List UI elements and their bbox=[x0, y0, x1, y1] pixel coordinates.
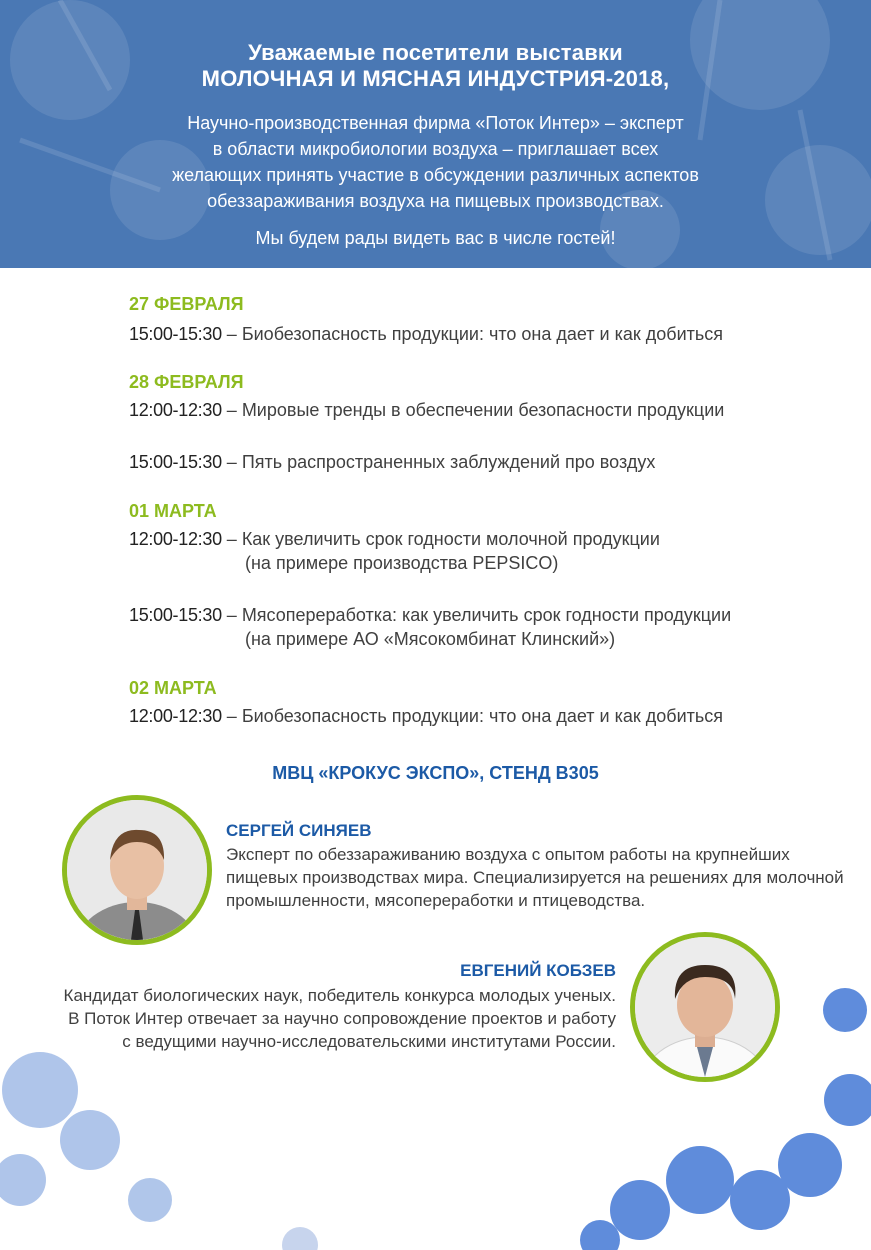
title-line-2: МОЛОЧНАЯ И МЯСНАЯ ИНДУСТРИЯ-2018, bbox=[201, 66, 670, 91]
invitation-intro bbox=[120, 110, 751, 214]
speaker-2-bio bbox=[64, 984, 616, 1053]
talk-note: (на примере АО «Мясокомбинат Клинский») bbox=[245, 629, 616, 649]
speaker-1-avatar bbox=[62, 795, 212, 945]
talk-title: Биобезопасность продукции: что она дает и как добиться bbox=[241, 324, 724, 344]
bio-line: пищевых производствах мира. Специализируется на решениях для молочной bbox=[226, 868, 844, 887]
intro-line: Научно-производственная фирма «Поток Интер» – эксперт bbox=[187, 113, 684, 133]
talk-dash: – bbox=[221, 605, 242, 625]
person-icon bbox=[635, 937, 775, 1077]
bio-line: с ведущими научно-исследовательскими институтами России. bbox=[122, 1032, 616, 1051]
intro-line: в области микробиологии воздуха – приглашает всех bbox=[212, 139, 659, 159]
talk-time: 12:00-12:30 bbox=[129, 400, 222, 420]
day-heading: 02 МАРТА bbox=[129, 678, 217, 698]
day-heading: 27 ФЕВРАЛЯ bbox=[129, 294, 244, 314]
speaker-1-name: СЕРГЕЙ СИНЯЕВ bbox=[226, 821, 372, 840]
person-icon bbox=[67, 800, 207, 940]
header-banner bbox=[0, 0, 871, 268]
schedule-item bbox=[129, 398, 724, 422]
talk-time: 15:00-15:30 bbox=[129, 605, 222, 625]
speaker-2-avatar bbox=[630, 932, 780, 1082]
schedule-item bbox=[129, 603, 732, 649]
talk-title: Пять распространенных заблуждений про воздух bbox=[241, 452, 656, 472]
intro-line: желающих принять участие в обсуждении различных аспектов bbox=[172, 165, 699, 185]
talk-title: Мировые тренды в обеспечении безопасности продукции bbox=[241, 400, 725, 420]
invitation-title bbox=[0, 40, 871, 92]
schedule-item bbox=[129, 704, 723, 728]
talk-title: Мясопереработка: как увеличить срок годности продукции bbox=[241, 605, 732, 625]
talk-time: 12:00-12:30 bbox=[129, 529, 222, 549]
talk-dash: – bbox=[221, 400, 242, 420]
talk-time: 15:00-15:30 bbox=[129, 452, 222, 472]
talk-time: 12:00-12:30 bbox=[129, 706, 222, 726]
day-heading: 28 ФЕВРАЛЯ bbox=[129, 372, 244, 392]
talk-time: 15:00-15:30 bbox=[129, 324, 222, 344]
talk-title: Биобезопасность продукции: что она дает и как добиться bbox=[241, 706, 724, 726]
talk-title: Как увеличить срок годности молочной продукции bbox=[241, 529, 660, 549]
intro-line: обеззараживания воздуха на пищевых производствах. bbox=[207, 191, 664, 211]
schedule-item bbox=[129, 527, 660, 573]
talk-dash: – bbox=[221, 706, 242, 726]
speaker-2-name: ЕВГЕНИЙ КОБЗЕВ bbox=[460, 961, 616, 980]
talk-dash: – bbox=[221, 529, 242, 549]
welcome-message: Мы будем рады видеть вас в числе гостей! bbox=[255, 228, 616, 248]
bio-line: Эксперт по обеззараживанию воздуха с опытом работы на крупнейших bbox=[226, 845, 790, 864]
schedule-item bbox=[129, 322, 723, 346]
talk-note: (на примере производства PEPSICO) bbox=[245, 553, 559, 573]
talk-dash: – bbox=[221, 324, 242, 344]
talk-dash: – bbox=[221, 452, 242, 472]
speaker-1-bio bbox=[226, 843, 844, 912]
bio-line: промышленности, мясопереработки и птицеводства. bbox=[226, 891, 646, 910]
day-heading: 01 МАРТА bbox=[129, 501, 217, 521]
bio-line: В Поток Интер отвечает за научно сопровождение проектов и работу bbox=[68, 1009, 616, 1028]
bio-line: Кандидат биологических наук, победитель конкурса молодых ученых. bbox=[63, 986, 616, 1005]
title-line-1: Уважаемые посетители выставки bbox=[248, 40, 623, 65]
venue-label: МВЦ «КРОКУС ЭКСПО», СТЕНД B305 bbox=[272, 763, 599, 783]
schedule-item bbox=[129, 450, 655, 474]
